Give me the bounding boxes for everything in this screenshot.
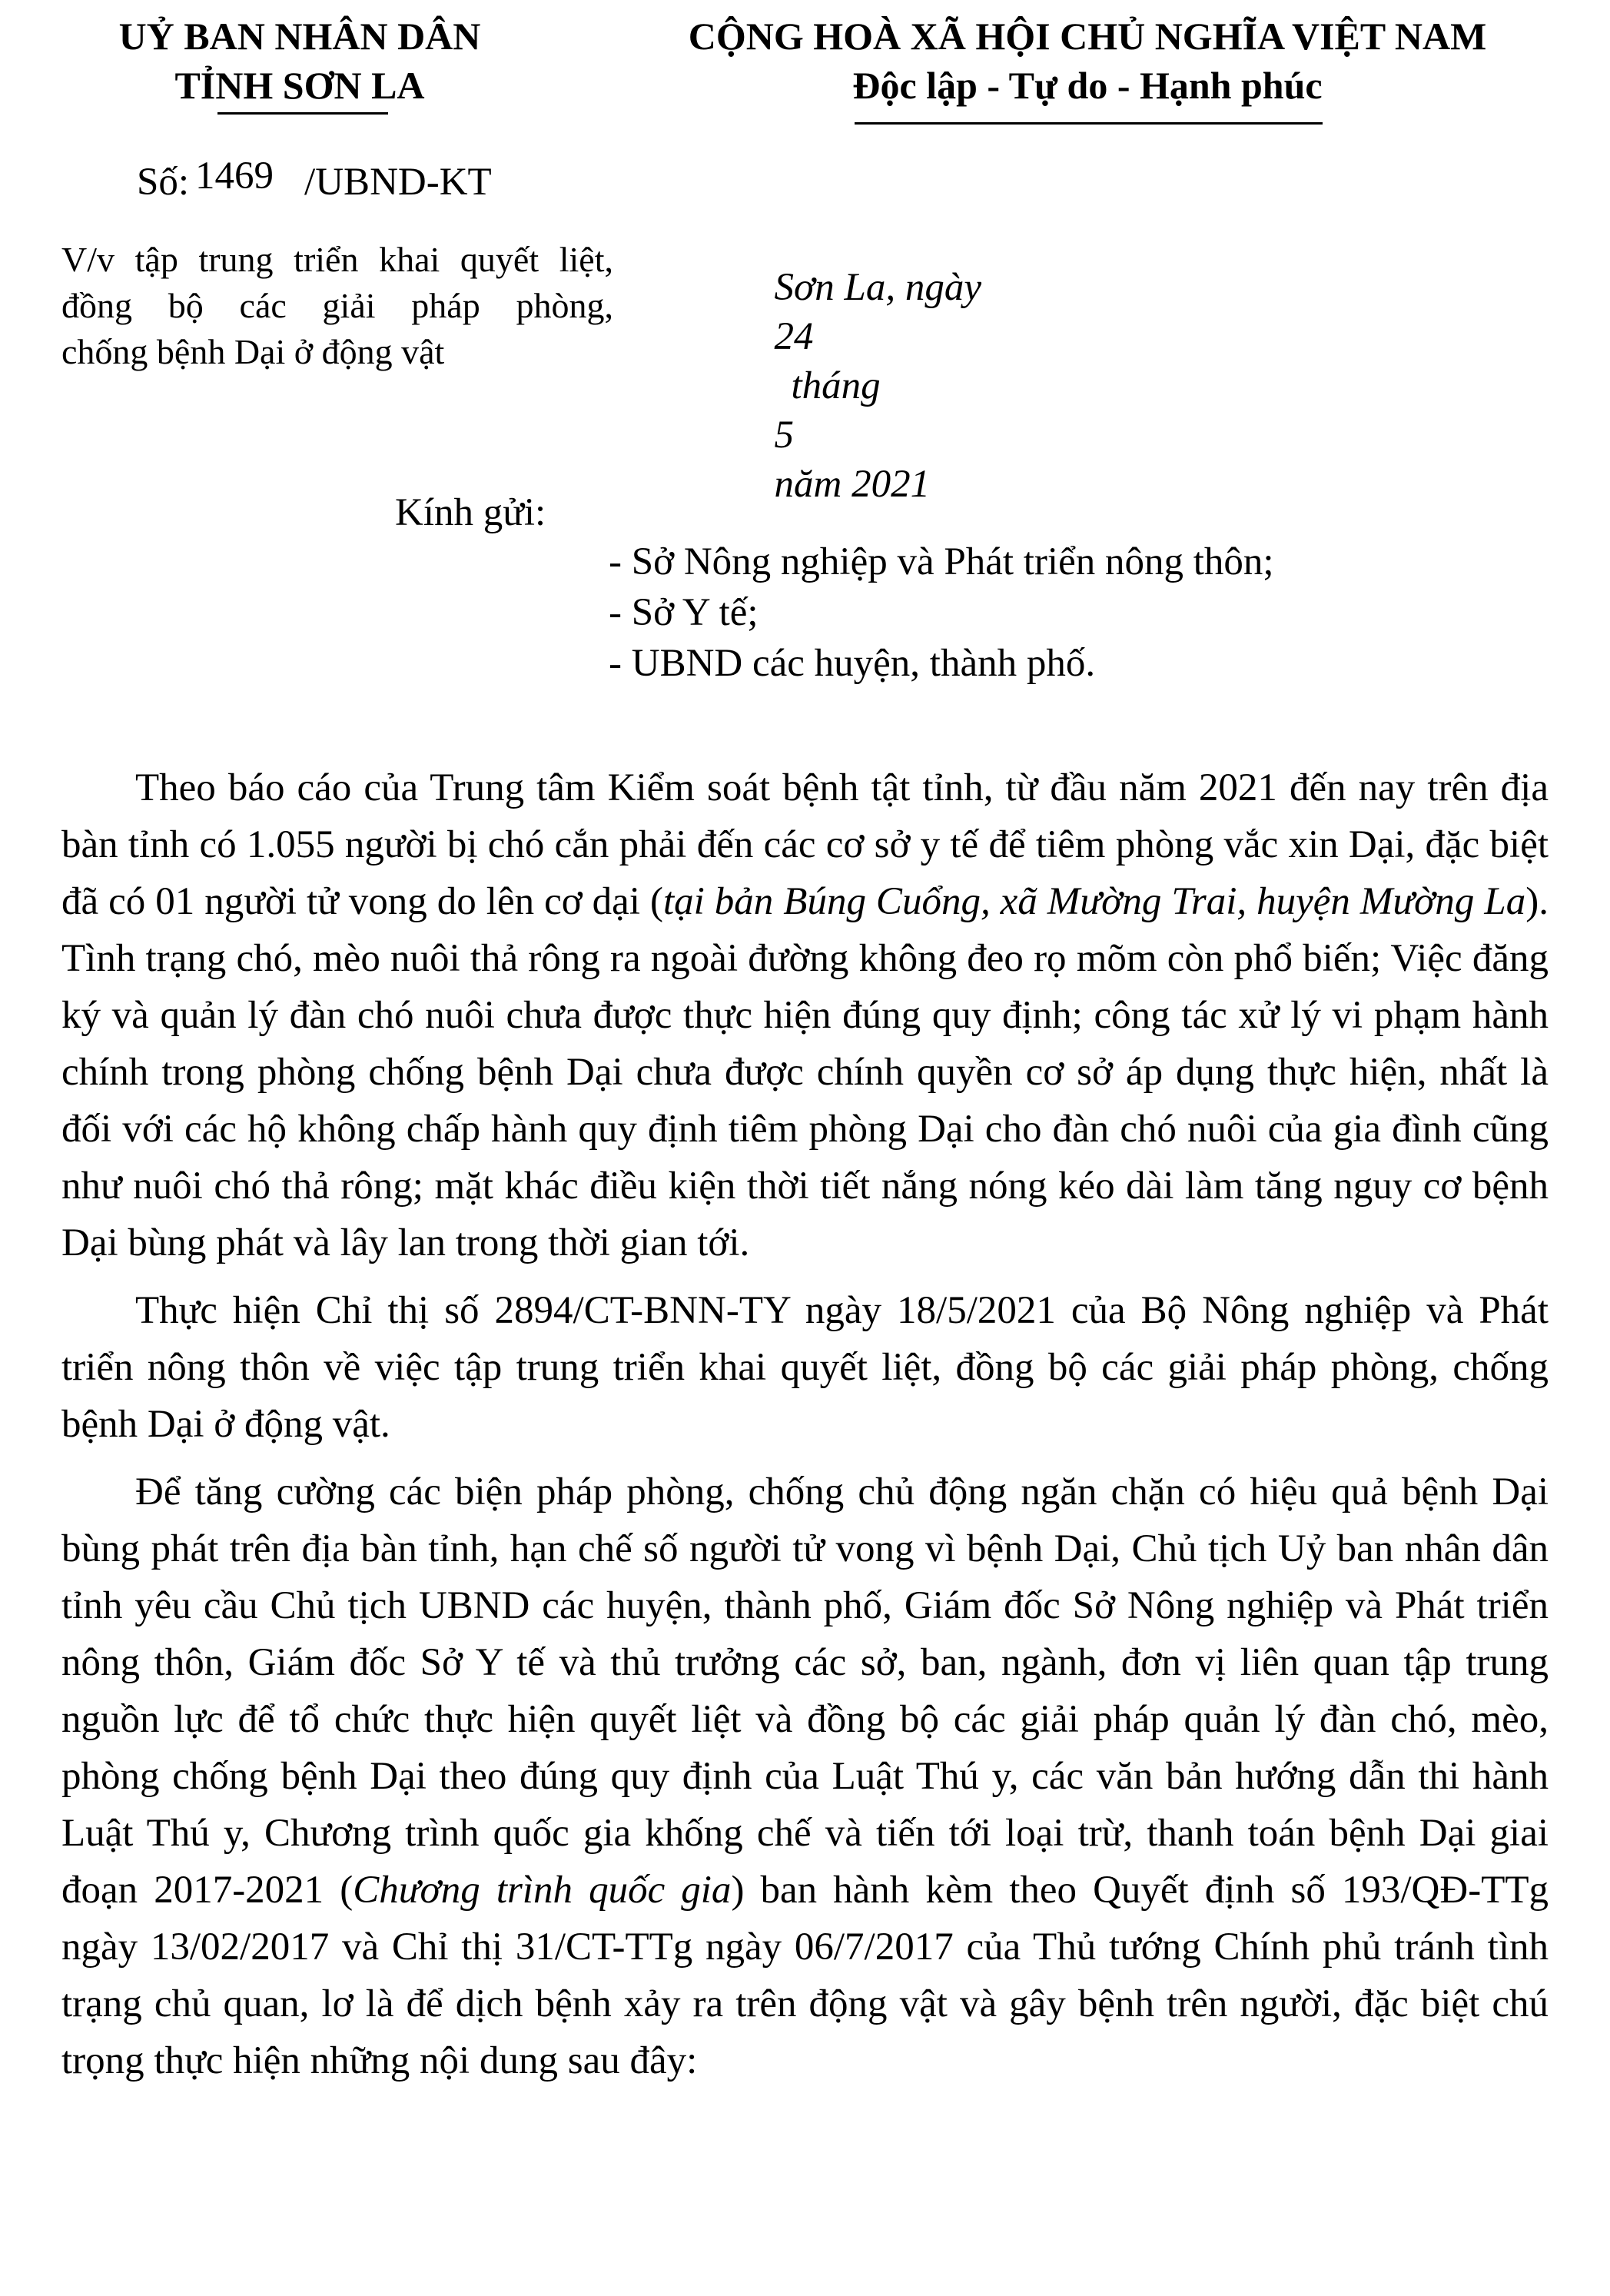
- nation-line-2: Độc lập - Tự do - Hạnh phúc: [852, 64, 1323, 107]
- p1-location-italic: tại bản Búng Cuổng, xã Mường Trai, huyện Mường La: [662, 880, 1526, 923]
- doc-number-suffix: /UBND-KT: [304, 161, 492, 204]
- doc-number-value: 1469: [195, 155, 274, 198]
- p3-program-italic: Chương trình quốc gia: [353, 1869, 732, 1912]
- recipients-list: [609, 537, 1274, 689]
- p2-text: Thực hiện Chỉ thị số 2894/CT-BNN-TY ngày 18/5/2021 của Bộ Nông nghiệp và Phát triển nông thôn về việc tập trung triển khai quyết liệt, đồng bộ các giải pháp phòng, chống bệnh Dại ở động vật.: [61, 1289, 1549, 1446]
- body-paragraph-3: [61, 1464, 1549, 2089]
- subject-line-1: V/v tập trung triển khai quyết liệt,: [61, 240, 613, 279]
- recipient-item: - UBND các huyện, thành phố.: [609, 642, 1096, 685]
- date-year: năm 2021: [774, 463, 931, 506]
- nation-line-1: CỘNG HOÀ XÃ HỘI CHỦ NGHĨA VIỆT NAM: [688, 15, 1487, 58]
- agency-line-1: UỶ BAN NHÂN DÂN: [118, 15, 481, 58]
- date-place: Sơn La, ngày: [774, 266, 981, 309]
- doc-number-prefix: Số:: [137, 161, 190, 204]
- body-paragraph-2: [61, 1282, 1549, 1453]
- subject-line-3: chống bệnh Dại ở động vật: [61, 332, 445, 371]
- date-month-label: tháng: [791, 364, 881, 407]
- national-header: [622, 12, 1552, 110]
- recipients-label: Kính gửi:: [395, 491, 546, 534]
- recipient-item: - Sở Y tế;: [609, 591, 759, 634]
- agency-name: [100, 12, 500, 110]
- date-month: 5: [774, 414, 794, 457]
- subject-block: [61, 237, 613, 375]
- motto-underline: [855, 122, 1323, 125]
- agency-line-2: TỈNH SƠN LA: [174, 64, 425, 107]
- p3-text-b: ) ban hành kèm theo Quyết định số 193/QĐ-TTg ngày 13/02/2017 và Chỉ thị 31/CT-TTg ngày 06/7/2017 của Thủ tướng Chính phủ tránh tình trạng chủ quan, lơ là để dịch bệnh xảy ra trên động vật và gây bệnh trên người, đặc biệt chú trọng thực hiện những nội dung sau đây:: [61, 1869, 1549, 2082]
- p3-text-a: Để tăng cường các biện pháp phòng, chống chủ động ngăn chặn có hiệu quả bệnh Dại bùng phát trên địa bàn tỉnh, hạn chế số người tử vong vì bệnh Dại, Chủ tịch Uỷ ban nhân dân tỉnh yêu cầu Chủ tịch UBND các huyện, thành phố, Giám đốc Sở Nông nghiệp và Phát triển nông thôn, Giám đốc Sở Y tế và thủ trưởng các sở, ban, ngành, đơn vị liên quan tập trung nguồn lực để tổ chức thực hiện quyết liệt và đồng bộ các giải pháp quản lý đàn chó, mèo, phòng chống bệnh Dại theo đúng quy định của Luật Thú y, các văn bản hướng dẫn thi hành Luật Thú y, Chương trình quốc gia khống chế và tiến tới loại trừ, thanh toán bệnh Dại giai đoạn 2017-2021 (: [61, 1470, 1549, 1912]
- date-day: 24: [774, 315, 814, 358]
- p1-text-a: Theo báo cáo của Trung tâm Kiểm soát bệnh tật tỉnh, từ đầu năm 2021 đến nay trên địa bàn tỉnh có 1.055 người bị chó cắn phải đến các cơ sở y tế để tiêm phòng vắc xin Dại, đặc biệt đã có 01 người tử vong do lên cơ dại (: [61, 766, 1549, 923]
- p1-text-b: ). Tình trạng chó, mèo nuôi thả rông ra ngoài đường không đeo rọ mõm còn phổ biến; Việc đăng ký và quản lý đàn chó nuôi chưa được thực hiện đúng quy định; công tác xử lý vi phạm hành chính trong phòng chống bệnh Dại chưa được chính quyền cơ sở áp dụng thực hiện, nhất là đối với các hộ không chấp hành quy định tiêm phòng Dại cho đàn chó nuôi của gia đình cũng như nuôi chó thả rông; mặt khác điều kiện thời tiết nắng nóng kéo dài làm tăng nguy cơ bệnh Dại bùng phát và lây lan trong thời gian tới.: [61, 880, 1549, 1264]
- subject-line-2: đồng bộ các giải pháp phòng,: [61, 286, 613, 325]
- body-paragraph-1: [61, 759, 1549, 1271]
- recipient-item: - Sở Nông nghiệp và Phát triển nông thôn;: [609, 540, 1274, 583]
- issue-date: [755, 214, 981, 509]
- document-number: [137, 155, 492, 207]
- letter-body: [61, 759, 1549, 2089]
- agency-underline: [217, 112, 388, 115]
